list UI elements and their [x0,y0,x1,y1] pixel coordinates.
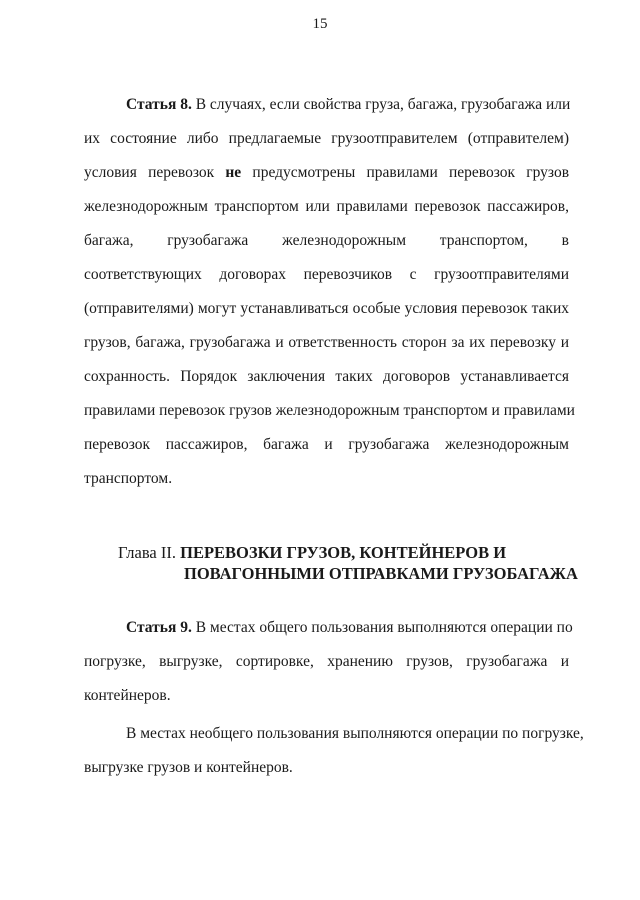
article-9-line-2: погрузке, выгрузке, сортировке, хранению грузов, грузобагажа и [84,653,569,670]
article-8-line-2: их состояние либо предлагаемые грузоотправителем (отправителем) [84,130,569,147]
article-8-line-6: соответствующих договорах перевозчиков с грузоотправителями [84,266,569,283]
article-9-paragraph-2 [84,724,584,792]
article-8-line-5: багажа, грузобагажа железнодорожным транспортом, в [84,232,569,249]
article-8-line-12: транспортом. [84,470,173,487]
chapter-2-prefix: Глава II. [118,543,176,562]
article-9-label: Статья 9. [126,619,192,636]
article-8-label: Статья 8. [126,96,192,113]
article-8-line-1: Статья 8. В случаях, если свойства груза, багажа, грузобагажа или [126,96,571,113]
article-8-line-3: условия перевозок не предусмотрены правилами перевозок грузов [84,164,570,181]
article-9 [84,618,573,720]
article-8-line-7: (отправителями) могут устанавливаться особые условия перевозок таких [84,300,569,317]
chapter-2-heading [118,542,578,584]
chapter-2-title-line-1: ПЕРЕВОЗКИ ГРУЗОВ, КОНТЕЙНЕРОВ И [180,543,507,562]
article-9-line-3: контейнеров. [84,687,171,704]
article-8-line-8: грузов, багажа, грузобагажа и ответственность сторон за их перевозку и [84,334,569,351]
article-8-line-10: правилами перевозок грузов железнодорожным транспортом и правилами [84,402,575,419]
article-9-line-1: Статья 9. В местах общего пользования выполняются операции по [126,619,573,636]
page-number: 15 [312,16,328,32]
article-8 [84,95,575,503]
article-8-line-11: перевозок пассажиров, багажа и грузобагажа железнодорожным [84,436,569,453]
chapter-2-title-line-2: ПОВАГОННЫМИ ОТПРАВКАМИ ГРУЗОБАГАЖА [184,564,578,583]
article-9-paragraph-2-line-1: В местах необщего пользования выполняются операции по погрузке, [126,725,584,742]
emphasis-not: не [225,164,242,181]
article-9-paragraph-2-line-2: выгрузке грузов и контейнеров. [84,759,293,776]
article-8-line-4: железнодорожным транспортом или правилами перевозок пассажиров, [84,198,569,215]
article-8-line-9: сохранность. Порядок заключения таких договоров устанавливается [84,368,569,385]
chapter-2-heading-line-1 [118,542,578,563]
